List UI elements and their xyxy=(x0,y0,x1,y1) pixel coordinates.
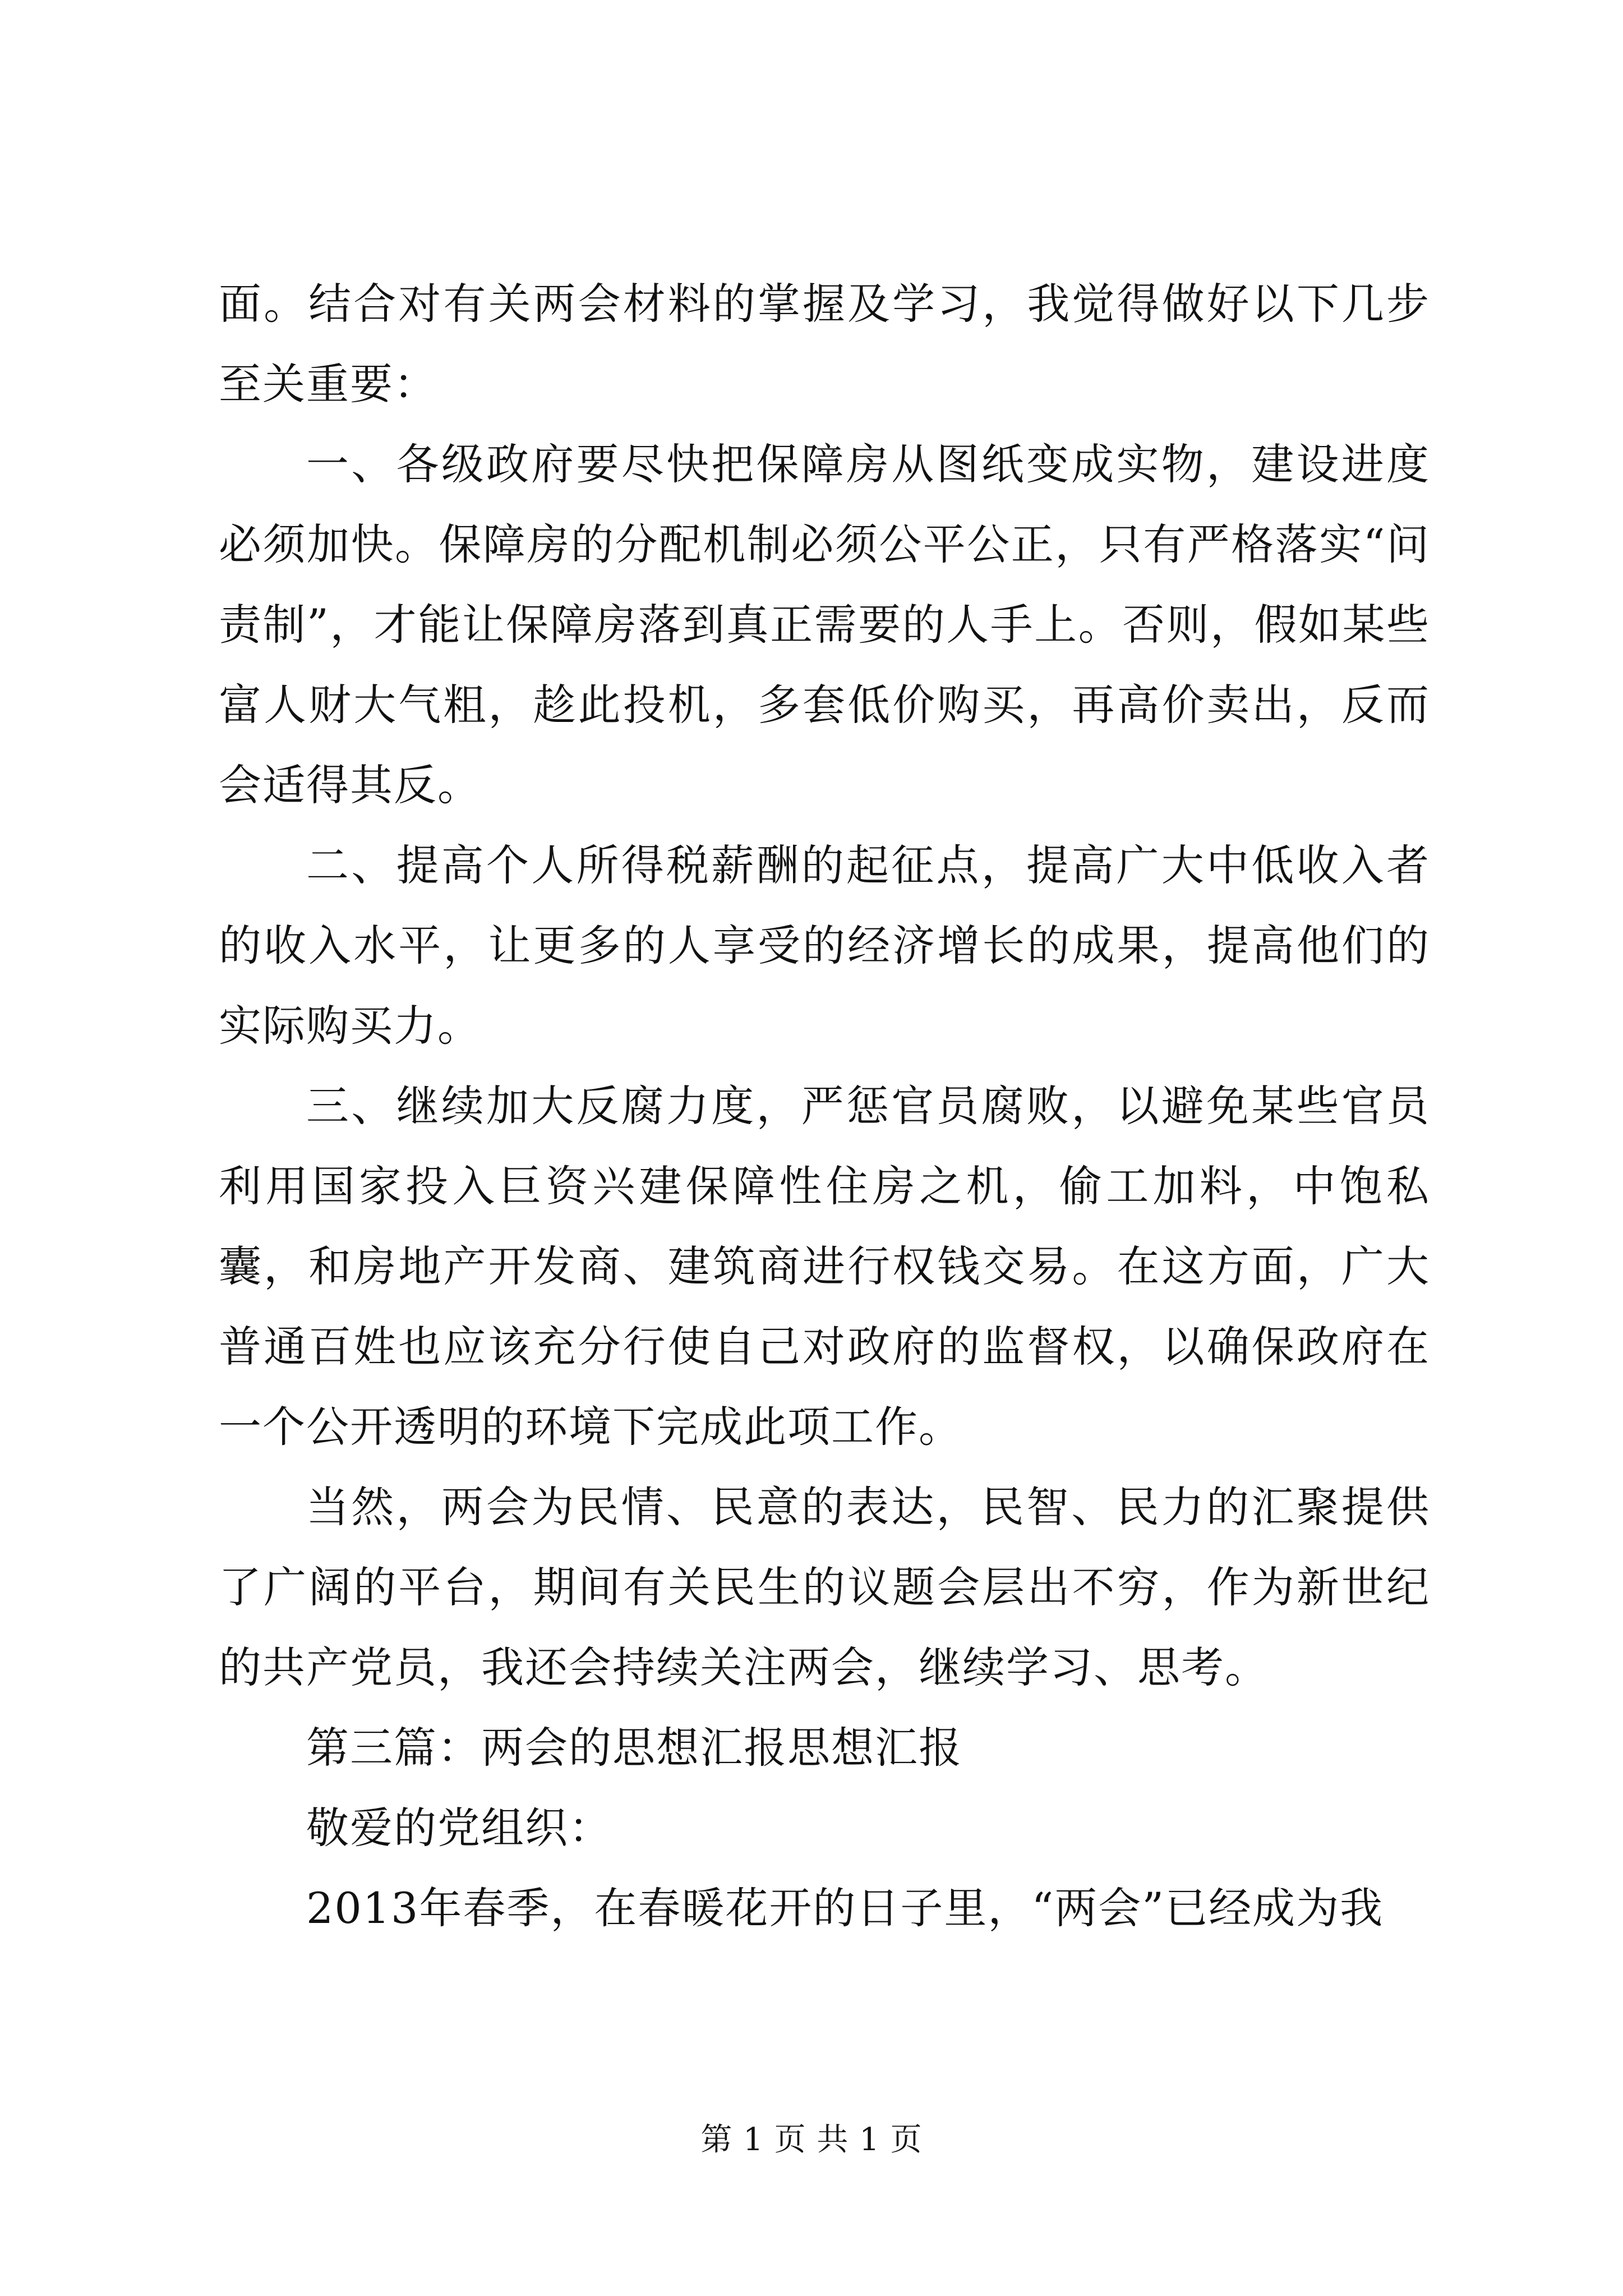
paragraph-continuation: 面。结合对有关两会材料的掌握及学习，我觉得做好以下几步至关重要： xyxy=(219,279,1430,409)
page-footer: 第 1 页 共 1 页 xyxy=(700,2122,923,2158)
paragraph-point-one: 一、各级政府要尽快把保障房从图纸变成实物，建设进度必须加快。保障房的分配机制必须公平公正，只有严格落实“问责制”，才能让保障房落到真正需要的人手上。否则，假如某些富人财大气粗，趁此投机，多套低价购买，再高价卖出，反而会适得其反。 xyxy=(219,439,1430,810)
section-heading: 第三篇：两会的思想汇报思想汇报 xyxy=(306,1723,962,1773)
paragraph-conclusion: 当然，两会为民情、民意的表达，民智、民力的汇聚提供了广阔的平台，期间有关民生的议题会层出不穷，作为新世纪的共产党员，我还会持续关注两会，继续学习、思考。 xyxy=(219,1482,1430,1692)
paragraph-point-three: 三、继续加大反腐力度，严惩官员腐败，以避免某些官员利用国家投入巨资兴建保障性住房之机，偷工加料，中饱私囊，和房地产开发商、建筑商进行权钱交易。在这方面，广大普通百姓也应该充分行使自己对政府的监督权，以确保政府在一个公开透明的环境下完成此项工作。 xyxy=(219,1081,1430,1452)
paragraph-opening: 2013年春季，在春暖花开的日子里，“两会”已经成为我 xyxy=(306,1883,1384,1933)
paragraph-point-two: 二、提高个人所得税薪酬的起征点，提高广大中低收入者的收入水平，让更多的人享受的经济增长的成果，提高他们的实际购买力。 xyxy=(219,840,1430,1051)
salutation: 敬爱的党组织： xyxy=(306,1803,612,1853)
body-text xyxy=(219,264,1430,1948)
